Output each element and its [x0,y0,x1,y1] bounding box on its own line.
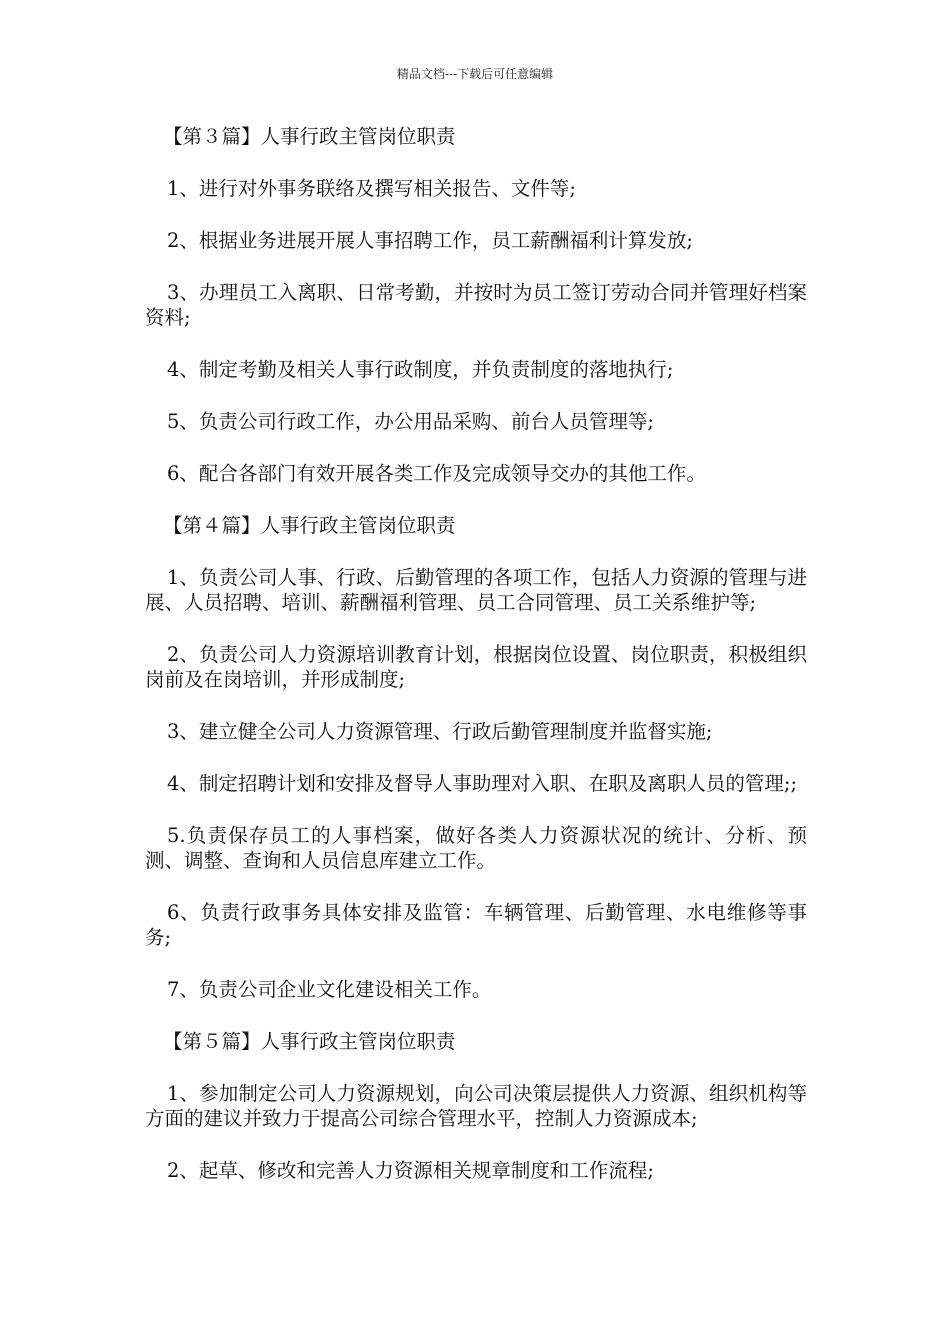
duty-item: 6、配合各部门有效开展各类工作及完成领导交办的其他工作。 [167,462,706,485]
duty-item: 3、建立健全公司人力资源管理、行政后勤管理制度并监督实施; [167,720,713,743]
document-body [145,124,807,1210]
header-note: 精品文档---下载后可任意编辑 [396,67,554,81]
duty-item: 3、办理员工入离职、日常考勤，并按时为员工签订劳动合同并管理好档案资料; [145,281,807,329]
duty-item: 7、负责公司企业文化建设相关工作。 [167,978,492,1001]
duty-item: 6、负责行政事务具体安排及监管：车辆管理、后勤管理、水电维修等事务; [145,901,807,949]
duty-item: 5.负责保存员工的人事档案，做好各类人力资源状况的统计、分析、预测、调整、查询和人员信息库建立工作。 [145,824,807,872]
duty-item: 2、根据业务进展开展人事招聘工作，员工薪酬福利计算发放; [167,229,693,252]
duty-item: 1、进行对外事务联络及撰写相关报告、文件等; [167,177,576,200]
duty-item: 1、参加制定公司人力资源规划，向公司决策层提供人力资源、组织机构等方面的建议并致力于提高公司综合管理水平，控制人力资源成本; [145,1082,807,1130]
duty-item: 1、负责公司人事、行政、后勤管理的各项工作，包括人力资源的管理与进展、人员招聘、培训、薪酬福利管理、员工合同管理、员工关系维护等; [145,566,807,614]
duty-item: 4、制定招聘计划和安排及督导人事助理对入职、在职及离职人员的管理;; [167,772,798,795]
duty-item: 5、负责公司行政工作，办公用品采购、前台人员管理等; [167,410,654,433]
duty-item: 4、制定考勤及相关人事行政制度，并负责制度的落地执行; [167,358,674,381]
duty-item: 2、负责公司人力资源培训教育计划，根据岗位设置、岗位职责，积极组织岗前及在岗培训，并形成制度; [145,643,807,691]
duty-item: 2、起草、修改和完善人力资源相关规章制度和工作流程; [167,1159,654,1182]
section-heading: 【第３篇】人事行政主管岗位职责 [163,125,456,148]
section-heading: 【第５篇】人事行政主管岗位职责 [163,1030,456,1053]
section-heading: 【第４篇】人事行政主管岗位职责 [163,514,456,537]
